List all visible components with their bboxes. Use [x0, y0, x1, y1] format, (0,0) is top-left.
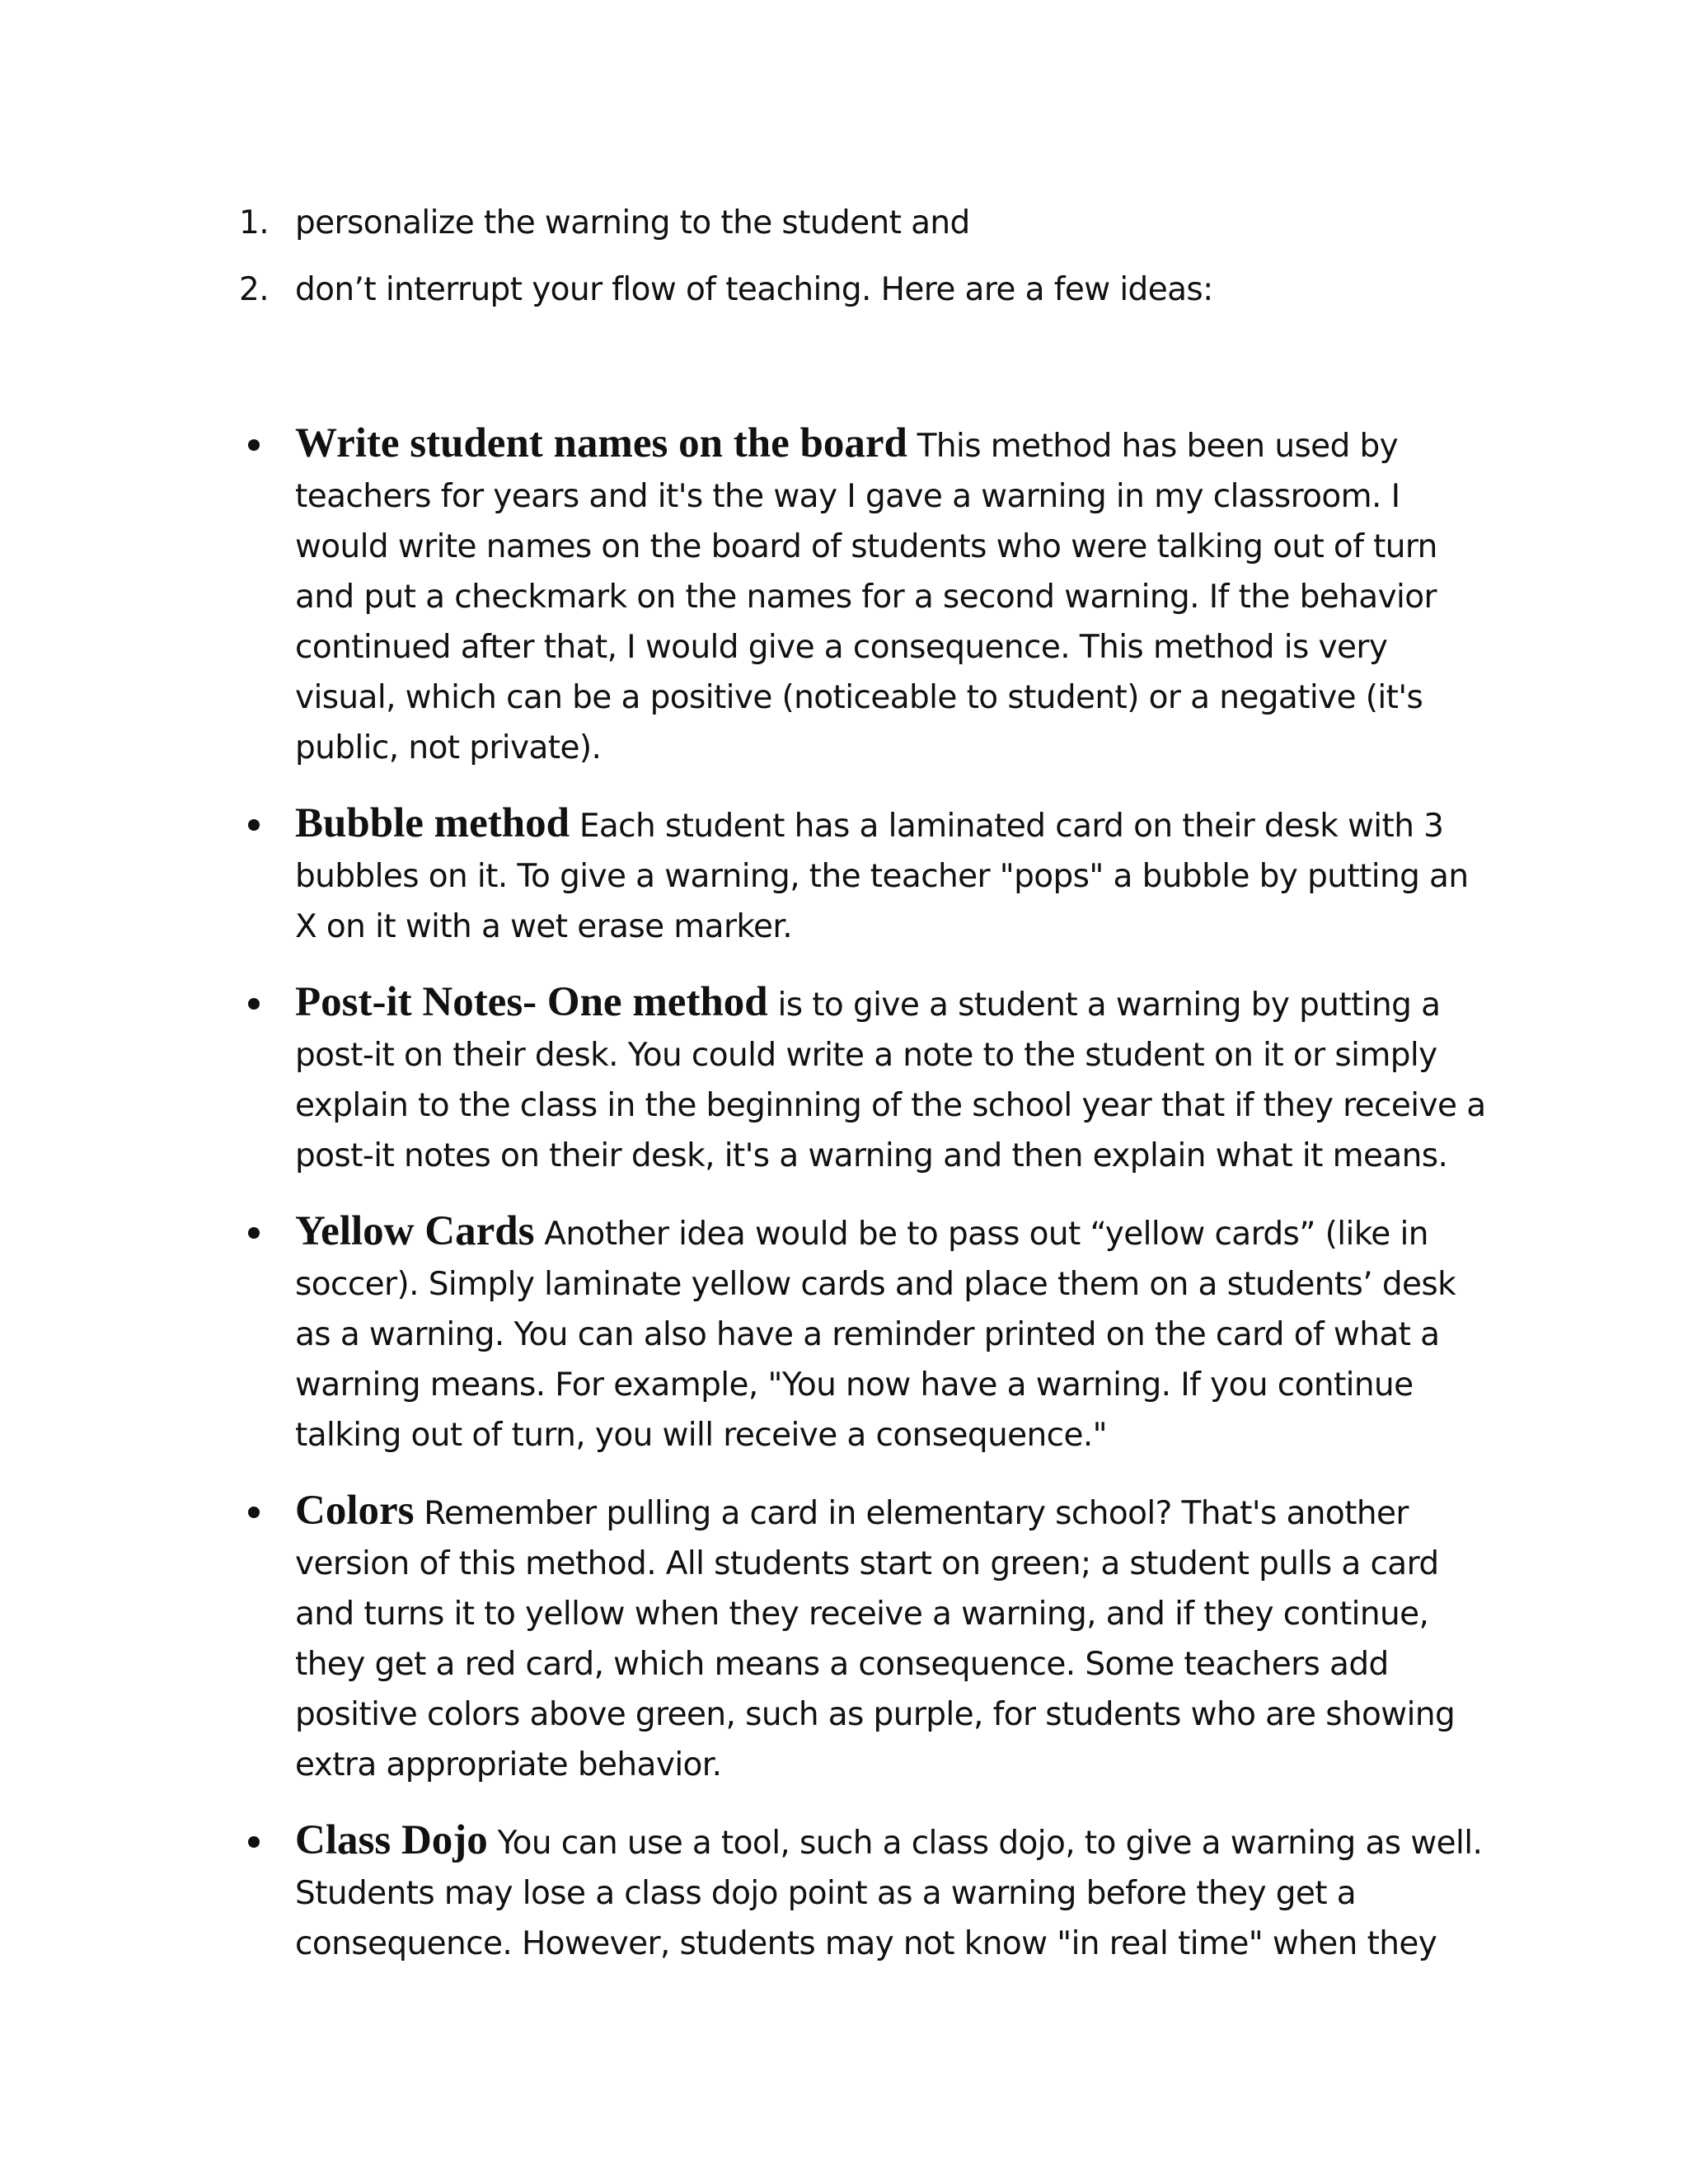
list-number: 2.	[239, 271, 270, 308]
bullet-dot-icon	[248, 819, 260, 831]
bullet-item-write-names	[239, 419, 1490, 773]
bullet-dot-icon	[248, 998, 260, 1010]
bullet-text: Another idea would be to pass out “yellow cards” (like in soccer). Simply laminate yellow cards and place them on a students’ desk as a warning. You can also have a reminder printed on the card of what a warning means. For example, "You now have a warning. If you continue talking out of turn, you will receive a consequence."	[295, 1216, 1456, 1454]
bullet-dot-icon	[248, 1507, 260, 1518]
bullet-text: is to give a student a warning by putting a post-it on their desk. You could write a note to the student on it or simply explain to the class in the beginning of the school year that if they receive a post-it notes on their desk, it's a warning and then explain what it means.	[295, 987, 1486, 1174]
numbered-item	[239, 265, 1490, 315]
numbered-item-text: don’t interrupt your flow of teaching. Here are a few ideas:	[295, 271, 1213, 308]
bullet-dot-icon	[248, 439, 260, 451]
bullet-heading: Class Dojo	[295, 1817, 488, 1863]
bullet-text: You can use a tool, such a class dojo, to give a warning as well. Students may lose a class dojo point as a warning before they get a consequence. However, students may not know "in real time" when they	[295, 1825, 1483, 1962]
bullet-heading: Yellow Cards	[295, 1208, 535, 1254]
bullet-text: Remember pulling a card in elementary school? That's another version of this method. All students start on green; a student pulls a card and turns it to yellow when they receive a warning, and if they continue, they get a red card, which means a consequence. Some teachers add positive colors above green, such as purple, for students who are showing extra appropriate behavior.	[295, 1495, 1456, 1783]
numbered-item	[239, 198, 1490, 248]
list-number: 1.	[239, 204, 270, 241]
bullet-list	[239, 419, 1490, 1969]
bullet-heading: Post-it Notes- One method	[295, 979, 768, 1025]
bullet-dot-icon	[248, 1836, 260, 1848]
bullet-heading: Bubble method	[295, 800, 570, 846]
bullet-heading: Write student names on the board	[295, 420, 907, 466]
numbered-item-text: personalize the warning to the student and	[295, 204, 970, 241]
bullet-item-class-dojo	[239, 1816, 1490, 1969]
bullet-item-post-it-notes	[239, 977, 1490, 1181]
bullet-dot-icon	[248, 1227, 260, 1239]
bullet-item-yellow-cards	[239, 1207, 1490, 1460]
bullet-heading: Colors	[295, 1488, 415, 1534]
bullet-text: Each student has a laminated card on their desk with 3 bubbles on it. To give a warning, the teacher "pops" a bubble by putting an X on it with a wet erase marker.	[295, 808, 1469, 945]
bullet-item-bubble-method	[239, 799, 1490, 952]
bullet-text: This method has been used by teachers for years and it's the way I gave a warning in my classroom. I would write names on the board of students who were talking out of turn and put a checkmark on the names for a second warning. If the behavior continued after that, I would give a consequence. This method is very visual, which can be a positive (noticeable to student) or a negative (it's public, not private).	[295, 428, 1437, 766]
numbered-list	[239, 198, 1490, 315]
bullet-item-colors	[239, 1486, 1490, 1790]
